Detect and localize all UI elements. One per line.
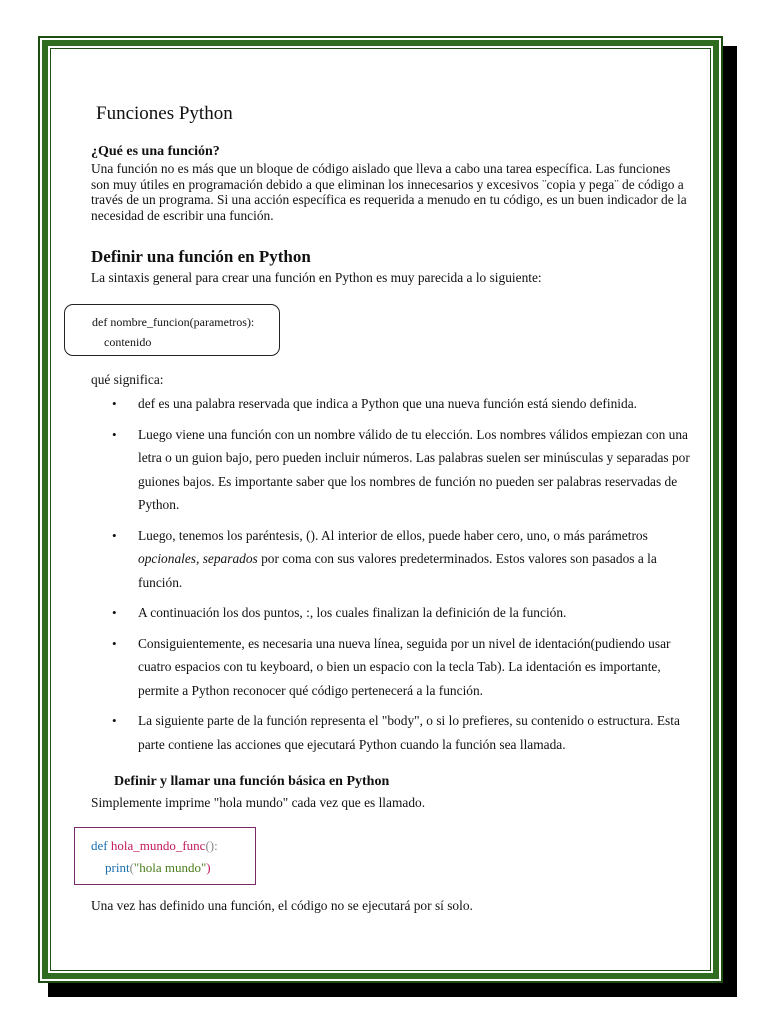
syntax-code-line-2: contenido (104, 335, 152, 349)
example-code-box (74, 827, 256, 885)
code-string: "hola mundo" (133, 860, 207, 875)
bullet-item: • def es una palabra reservada que indica a Python que una nueva función está siendo definida. (91, 392, 691, 416)
code-punctuation: (): (205, 838, 218, 853)
closing-paragraph: Una vez has definido una función, el código no se ejecutará por sí solo. (91, 898, 473, 913)
meaning-label: qué significa: (91, 372, 164, 387)
syntax-code-box (64, 304, 280, 356)
bullet-text: Luego, tenemos los paréntesis, (). Al interior de ellos, puede haber cero, uno, o más parámetros (138, 527, 648, 543)
bullet-item: • La siguiente parte de la función representa el "body", o si lo prefieres, su contenido o estructura. Esta parte contiene las acciones que ejecutará Python cuando la función sea llamada. (91, 709, 691, 756)
bullet-item: • Consiguientemente, es necesaria una nueva línea, seguida por un nivel de identación(pudiendo usar cuatro espacios con tu keyboard, o bien un espacio con la tecla Tab). La identación es importante, permite a Python reconocer qué código pertenecerá a la función. (91, 632, 691, 703)
example-code-line-1 (91, 838, 218, 854)
bullet-text: por coma con sus valores predeterminados. Estos valores son pasados a la función. (138, 551, 657, 590)
section-heading-what-is-function: ¿Qué es una función? (91, 144, 220, 159)
section-heading-define-function: Definir una función en Python (91, 247, 311, 266)
code-keyword: print (105, 860, 130, 875)
code-function-name: hola_mundo_func (110, 838, 206, 853)
bullet-item (91, 524, 691, 595)
section-heading-basic-function: Definir y llamar una función básica en Python (114, 774, 390, 789)
code-keyword: def (91, 838, 108, 853)
code-punctuation: ( (129, 860, 134, 875)
section-intro-basic-function: Simplemente imprime "hola mundo" cada vez que es llamado. (91, 795, 426, 810)
syntax-code-line-1: def nombre_funcion(parametros): (92, 315, 255, 329)
document-title: Funciones Python (96, 103, 233, 124)
bullet-text-italic: opcionales, separados (138, 551, 258, 566)
bullet-item: • A continuación los dos puntos, :, los cuales finalizan la definición de la función. (91, 601, 691, 625)
example-code-line-2 (105, 860, 211, 876)
code-punctuation: ) (206, 860, 211, 875)
meaning-bullet-list (91, 392, 691, 763)
bullet-item: • Luego viene una función con un nombre válido de tu elección. Los nombres válidos empiezan con una letra o un guion bajo, pero pueden incluir números. Las palabras suelen ser minúsculas y separadas por guiones bajos. Es importante saber que los nombres de función no pueden ser palabras reservadas de Python. (91, 423, 691, 517)
section-paragraph-what-is-function: Una función no es más que un bloque de código aislado que lleva a cabo una tarea específica. Las funciones son muy útiles en programación debido a que eliminan los innecesarios y excesivos ¨copia y pega¨ de código a través de un programa. Si una acción específica es requerida a menudo en tu código, es un buen indicador de la necesidad de escribir una función. (91, 161, 687, 223)
section-intro-define-function: La sintaxis general para crear una función en Python es muy parecida a lo siguiente: (91, 270, 542, 285)
